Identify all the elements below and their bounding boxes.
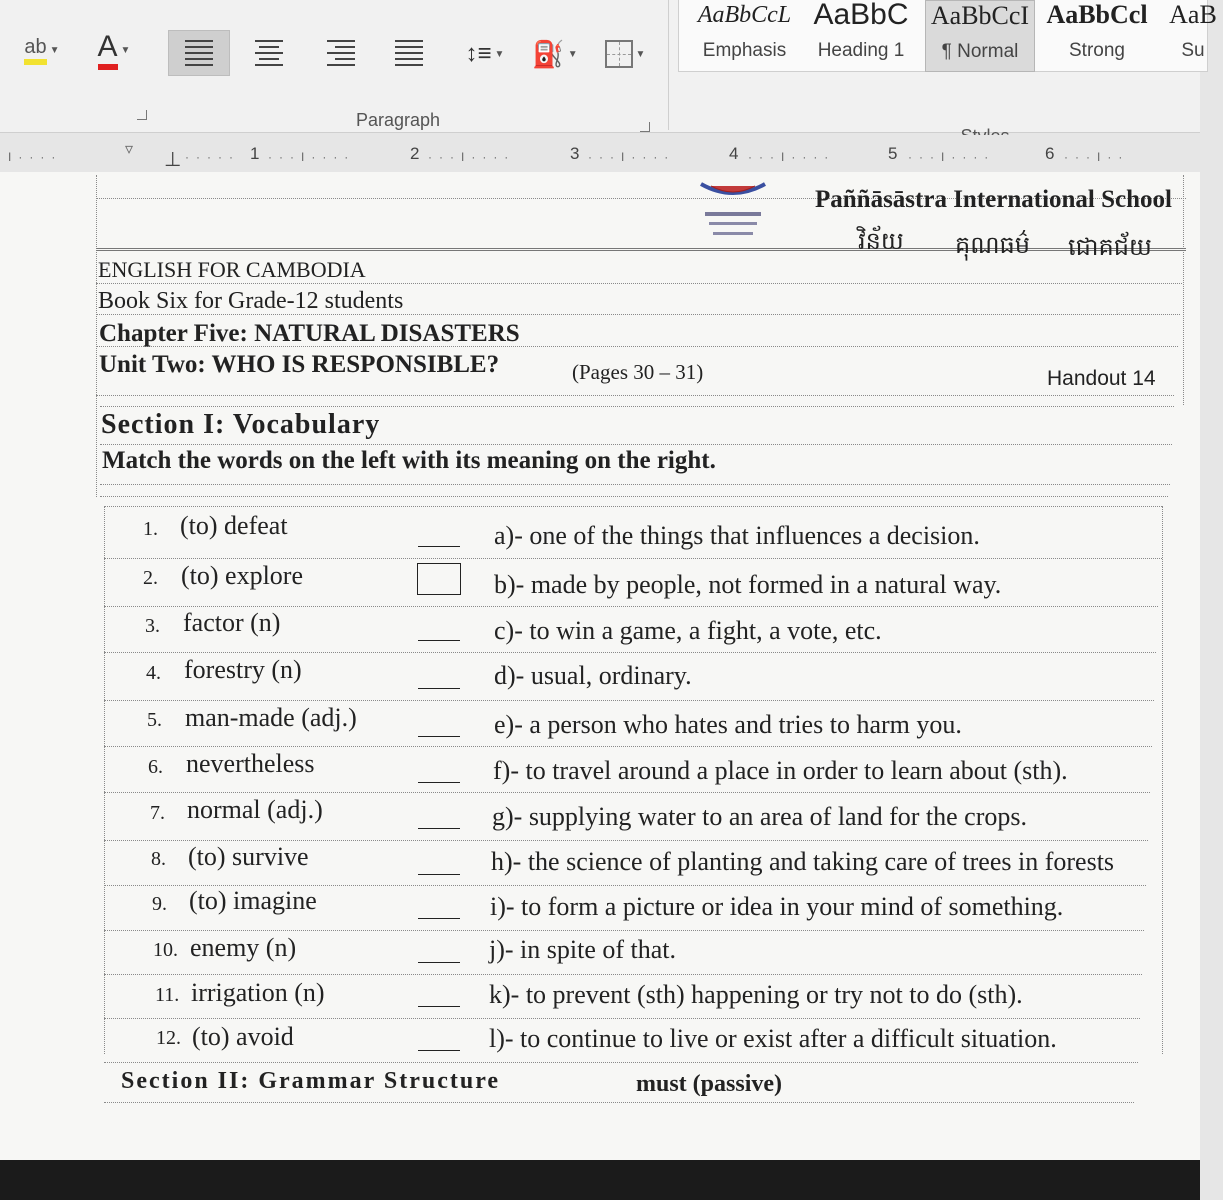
answer-blank[interactable] bbox=[418, 1006, 460, 1007]
ruler-ticks: ···I···· bbox=[268, 150, 356, 164]
ruler-ticks: ···I···· bbox=[908, 150, 996, 164]
vocab-row-rule bbox=[104, 652, 1156, 653]
table-rule bbox=[100, 406, 1174, 407]
screen-bezel bbox=[0, 1160, 1200, 1200]
vocab-table-border-right bbox=[1162, 506, 1163, 1054]
book-title: Book Six for Grade-12 students bbox=[98, 288, 404, 314]
item-number: 4. bbox=[146, 662, 161, 684]
ruler-number: 6 bbox=[1045, 144, 1055, 163]
ruler-ticks: ···I···· bbox=[748, 150, 836, 164]
answer-blank[interactable] bbox=[418, 918, 460, 919]
vocab-row-rule bbox=[104, 558, 1162, 559]
chevron-down-icon[interactable]: ▼ bbox=[494, 48, 505, 60]
vocab-definition: a)- one of the things that influences a decision. bbox=[494, 521, 980, 550]
style-emphasis[interactable] bbox=[687, 0, 802, 72]
vocab-definition: f)- to travel around a place in order to learn about (sth). bbox=[493, 756, 1068, 785]
align-center-button[interactable] bbox=[238, 30, 300, 76]
vocab-row-rule bbox=[104, 1062, 1138, 1063]
vocab-row-rule bbox=[104, 1102, 1134, 1103]
vocab-word: normal (adj.) bbox=[187, 795, 323, 824]
paragraph-dialog-launcher-icon[interactable] bbox=[640, 122, 650, 132]
unit-title: Unit Two: WHO IS RESPONSIBLE? bbox=[99, 351, 500, 378]
style-heading-1[interactable] bbox=[807, 0, 915, 72]
ribbon bbox=[0, 0, 1217, 133]
answer-blank[interactable] bbox=[418, 736, 460, 737]
align-left-button[interactable] bbox=[168, 30, 230, 76]
answer-blank[interactable] bbox=[418, 782, 460, 783]
ruler-number: 1 bbox=[250, 144, 260, 163]
justify-button[interactable] bbox=[378, 30, 440, 76]
ruler-ticks: ···I·· bbox=[1064, 150, 1130, 164]
font-dialog-launcher-icon[interactable] bbox=[137, 110, 147, 120]
item-number: 11. bbox=[155, 984, 180, 1006]
style-preview: AaB bbox=[1169, 0, 1217, 29]
ruler-ticks: I···· bbox=[8, 150, 63, 164]
vocab-definition: j)- in spite of that. bbox=[489, 935, 677, 964]
answer-blank[interactable] bbox=[418, 1050, 460, 1051]
paragraph-group-label: Paragraph bbox=[355, 110, 441, 130]
style-name: Su bbox=[1181, 40, 1205, 61]
vocab-word: enemy (n) bbox=[190, 933, 297, 962]
ribbon-divider bbox=[668, 0, 669, 130]
ruler-strip bbox=[0, 139, 1200, 171]
tab-stop-icon[interactable]: ⊥ bbox=[164, 149, 182, 171]
vocab-definition: k)- to prevent (sth) happening or try not to do (sth). bbox=[489, 980, 1023, 1009]
item-number: 6. bbox=[148, 756, 163, 778]
text-highlight-button[interactable] bbox=[12, 28, 72, 72]
chevron-down-icon[interactable]: ▼ bbox=[635, 48, 646, 60]
answer-blank[interactable] bbox=[418, 546, 460, 547]
vocab-table-top bbox=[104, 506, 1162, 507]
borders-button[interactable] bbox=[595, 32, 655, 76]
align-right-icon bbox=[327, 40, 355, 66]
vocab-row-rule bbox=[104, 930, 1144, 931]
vocab-row-rule bbox=[104, 606, 1158, 607]
style-name: Strong bbox=[1069, 40, 1125, 61]
line-spacing-button[interactable] bbox=[455, 32, 515, 76]
school-name: Paññāsāstra International School bbox=[815, 186, 1172, 213]
chevron-down-icon[interactable]: ▼ bbox=[567, 48, 578, 60]
horizontal-ruler[interactable] bbox=[0, 135, 1200, 173]
motto-success: ជោគជ័យ bbox=[1068, 235, 1152, 261]
vocab-row-rule bbox=[104, 746, 1152, 747]
item-number: 8. bbox=[151, 848, 166, 870]
indent-marker-icon[interactable]: ▿ bbox=[125, 141, 134, 158]
vocab-word: man-made (adj.) bbox=[185, 703, 357, 732]
style-name: Emphasis bbox=[702, 40, 787, 61]
table-border-right bbox=[1183, 175, 1184, 405]
item-number: 7. bbox=[150, 802, 165, 824]
item-number: 10. bbox=[153, 939, 178, 961]
vocab-word: forestry (n) bbox=[184, 655, 302, 684]
align-left-icon bbox=[185, 40, 213, 66]
table-rule bbox=[96, 283, 1182, 284]
vocab-definition: b)- made by people, not formed in a natural way. bbox=[494, 570, 1002, 599]
chevron-down-icon[interactable]: ▼ bbox=[120, 44, 131, 56]
course-title: ENGLISH FOR CAMBODIA bbox=[98, 257, 366, 282]
chapter-title: Chapter Five: NATURAL DISASTERS bbox=[99, 320, 520, 347]
vocab-word: nevertheless bbox=[186, 749, 315, 778]
ruler-number: 5 bbox=[888, 144, 898, 163]
ruler-number: 2 bbox=[410, 144, 420, 163]
ruler-number: 4 bbox=[729, 144, 739, 163]
ruler-ticks: ···I···· bbox=[588, 150, 676, 164]
style-name: Heading 1 bbox=[817, 40, 905, 61]
style-normal[interactable] bbox=[925, 0, 1035, 72]
item-number: 12. bbox=[156, 1027, 181, 1049]
motto-discipline: វិន័យ bbox=[858, 229, 904, 255]
style-name: ¶ Normal bbox=[941, 41, 1019, 62]
item-number: 9. bbox=[152, 893, 167, 915]
borders-icon bbox=[605, 40, 633, 68]
vocab-word: factor (n) bbox=[183, 608, 281, 637]
font-color-button[interactable] bbox=[84, 28, 144, 72]
handout-number: Handout 14 bbox=[1047, 367, 1156, 390]
answer-blank[interactable] bbox=[418, 828, 460, 829]
vocab-table-border-left bbox=[104, 506, 105, 1054]
chevron-down-icon[interactable]: ▼ bbox=[49, 44, 60, 56]
vocab-definition: g)- supplying water to an area of land for the crops. bbox=[492, 802, 1027, 831]
item-number: 2. bbox=[143, 567, 158, 589]
vocab-word: (to) imagine bbox=[189, 886, 317, 915]
text-highlight-icon: ab bbox=[24, 35, 46, 65]
table-border-left bbox=[96, 175, 97, 497]
vocab-definition: c)- to win a game, a fight, a vote, etc. bbox=[494, 616, 882, 645]
table-rule bbox=[100, 496, 1168, 497]
ruler-ticks: ···I···· bbox=[428, 150, 516, 164]
vocab-row-rule bbox=[104, 700, 1154, 701]
font-color-icon: A bbox=[98, 30, 118, 70]
ruler-ticks: ····· bbox=[185, 150, 240, 164]
vocab-definition: l)- to continue to live or exist after a difficult situation. bbox=[489, 1024, 1057, 1053]
vocab-definition: d)- usual, ordinary. bbox=[494, 661, 692, 690]
item-number: 1. bbox=[143, 518, 158, 540]
style-preview: AaBbC bbox=[813, 0, 909, 31]
table-rule bbox=[96, 395, 1174, 396]
school-logo bbox=[697, 178, 769, 242]
table-rule bbox=[100, 444, 1172, 445]
item-number: 5. bbox=[147, 709, 162, 731]
section-topic: must (passive) bbox=[636, 1071, 783, 1097]
ruler-number: 3 bbox=[570, 144, 580, 163]
answer-blank-selected[interactable] bbox=[417, 563, 461, 595]
style-preview: AaBbCcl bbox=[1046, 0, 1148, 29]
table-rule bbox=[100, 484, 1170, 485]
style-preview: AaBbCcI bbox=[930, 1, 1030, 30]
motto-virtue: គុណធម៌ bbox=[955, 233, 1030, 259]
answer-blank[interactable] bbox=[418, 640, 460, 641]
answer-blank[interactable] bbox=[418, 688, 460, 689]
pages-reference: (Pages 30 – 31) bbox=[572, 360, 704, 384]
item-number: 3. bbox=[145, 615, 160, 637]
align-center-icon bbox=[255, 40, 283, 66]
style-strong[interactable] bbox=[1041, 0, 1153, 72]
styles-gallery bbox=[678, 0, 1217, 72]
shading-button[interactable] bbox=[525, 32, 585, 76]
section-instruction: Match the words on the left with its meaning on the right. bbox=[102, 447, 716, 474]
vocab-row-rule bbox=[104, 1018, 1140, 1019]
vocab-row-rule bbox=[104, 792, 1150, 793]
vocab-word: (to) explore bbox=[181, 561, 304, 590]
section-title: Section I: Vocabulary bbox=[101, 409, 381, 440]
paint-bucket-icon: ⛽ bbox=[532, 38, 565, 69]
line-spacing-icon: ↕≡ bbox=[465, 40, 492, 67]
vocab-definition: h)- the science of planting and taking care of trees in forests bbox=[491, 847, 1115, 876]
vocab-definition: e)- a person who hates and tries to harm you. bbox=[494, 710, 962, 739]
align-right-button[interactable] bbox=[310, 30, 372, 76]
section-title: Section II: Grammar Structure bbox=[121, 1068, 501, 1094]
vocab-row-rule bbox=[104, 840, 1148, 841]
style-preview: AaBbCcL bbox=[697, 2, 792, 28]
style-subtitle[interactable] bbox=[1163, 0, 1223, 72]
answer-blank[interactable] bbox=[418, 874, 460, 875]
vocab-word: irrigation (n) bbox=[191, 978, 325, 1007]
vocab-definition: i)- to form a picture or idea in your mind of something. bbox=[490, 892, 1064, 921]
answer-blank[interactable] bbox=[418, 962, 460, 963]
vocab-word: (to) defeat bbox=[180, 511, 288, 540]
vocab-word: (to) survive bbox=[188, 842, 309, 871]
justify-icon bbox=[395, 40, 423, 66]
vocab-word: (to) avoid bbox=[192, 1022, 294, 1051]
vocab-row-rule bbox=[104, 974, 1142, 975]
